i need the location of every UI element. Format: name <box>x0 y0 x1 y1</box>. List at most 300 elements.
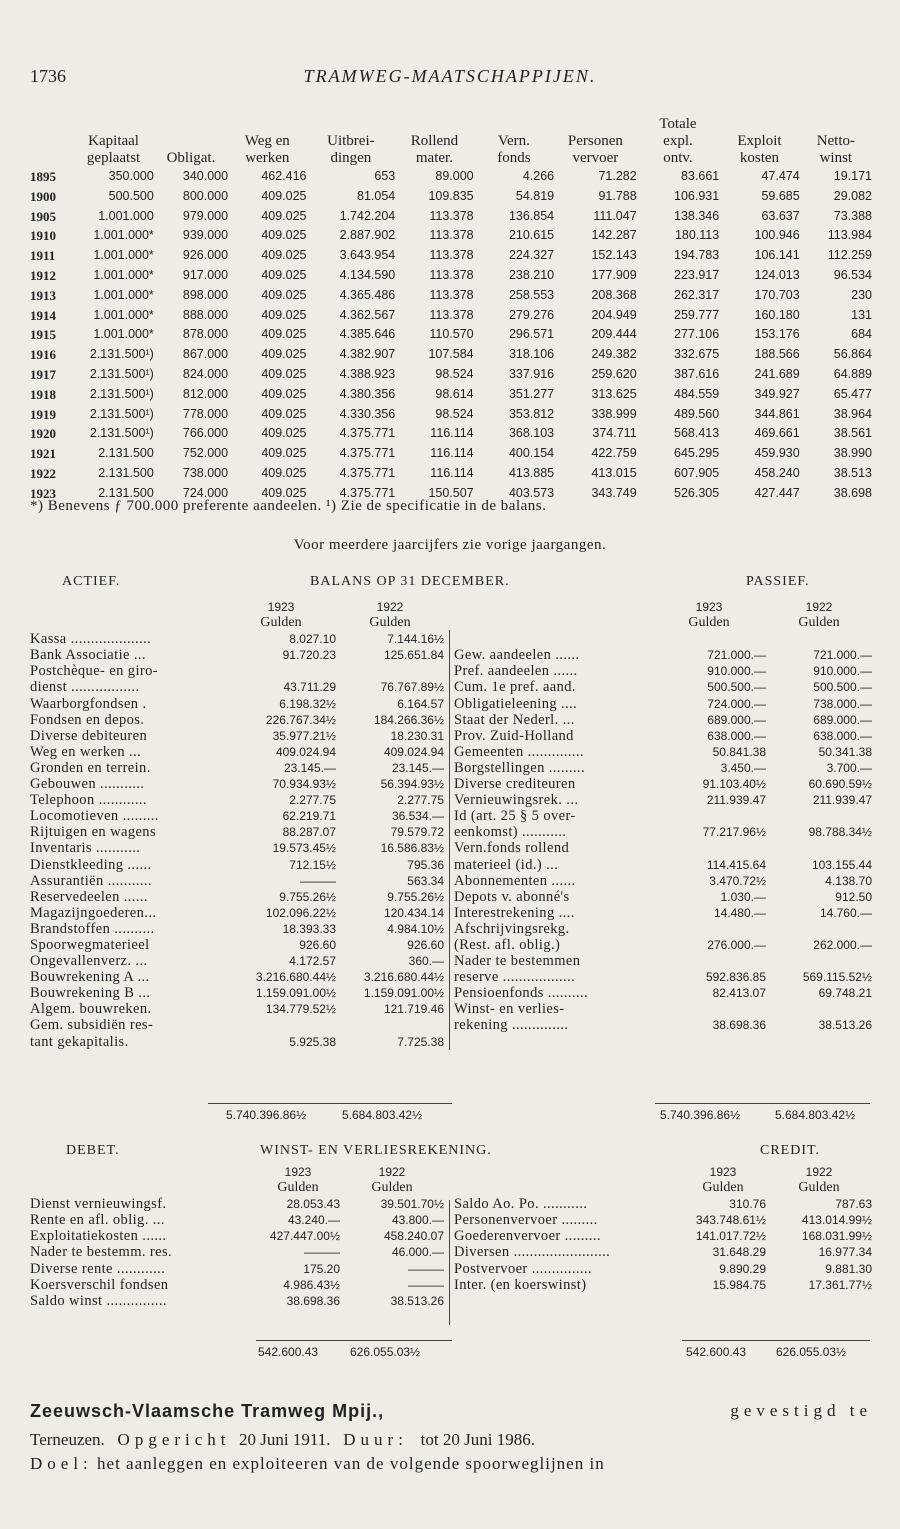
table-cell: 469.661 <box>754 426 800 441</box>
table-cell: 71.282 <box>598 169 637 183</box>
pl-heading <box>30 1143 870 1161</box>
debet-row <box>30 1277 444 1293</box>
spacer <box>30 599 226 615</box>
liability-row <box>454 631 872 647</box>
company-founded-date: 20 Juni 1911. <box>239 1430 331 1449</box>
liability-label: Gemeenten .............. <box>454 743 584 760</box>
table-cell: 409.025 <box>261 267 307 282</box>
table-cell: 867.000 <box>182 347 229 362</box>
asset-label: Dienstkleeding ...... <box>30 856 152 873</box>
table-cell: 98.524 <box>435 366 474 381</box>
credit-value-b: 9.881.30 <box>825 1261 872 1276</box>
liability-label: materieel (id.) ... <box>454 856 559 873</box>
table-cell: 73.388 <box>833 208 872 223</box>
table-cell: 409.025 <box>261 188 307 203</box>
asset-label: Assurantiën ........... <box>30 872 152 889</box>
column-header-line: Obligat. <box>166 150 216 166</box>
table-cell: 1.001.000 <box>98 208 154 223</box>
liability-label: Pensioenfonds .......... <box>454 985 589 1002</box>
table-cell: 188.566 <box>754 347 800 362</box>
balance-left-title: ACTIEF. <box>62 574 121 589</box>
column-header-line: Exploit <box>737 133 782 149</box>
table-cell: 65.477 <box>833 386 872 401</box>
asset-value-a: 3.216.680.44½ <box>255 970 336 985</box>
liability-label: Afschrijvingsrekg. <box>454 920 570 937</box>
asset-value-b <box>336 663 444 679</box>
liability-value-a <box>652 953 766 969</box>
credit-row <box>454 1277 872 1293</box>
debet-label: Saldo winst ............... <box>30 1292 167 1309</box>
asset-value-b: 3.216.680.44½ <box>363 970 444 985</box>
table-cell: 38.698 <box>833 485 872 500</box>
column-header-line: Vern. <box>497 133 530 149</box>
column-header <box>307 116 396 167</box>
asset-label: Algem. bouwreken. <box>30 1001 152 1018</box>
credit-total-1923: 542.600.43 <box>686 1345 747 1359</box>
column-header-line: dingen <box>330 150 372 166</box>
debet-row <box>30 1244 444 1260</box>
liability-year-a: 1923 <box>695 600 723 614</box>
asset-value-a <box>226 663 336 679</box>
table-cell: 409.025 <box>261 485 307 500</box>
credit-value-b: 168.031.99½ <box>801 1229 872 1244</box>
table-cell: 98.524 <box>435 406 474 421</box>
table-cell: 458.240 <box>754 465 800 480</box>
table-cell: 400.154 <box>508 446 555 461</box>
table-cell: 100.946 <box>754 228 800 243</box>
row-year: 1918 <box>30 386 56 402</box>
debet-unit-header <box>30 1180 444 1196</box>
asset-value-b: 1.159.091.00½ <box>363 986 444 1001</box>
table-cell: 4.375.771 <box>339 485 396 500</box>
asset-label: Weg en werken ... <box>30 743 142 760</box>
row-year: 1900 <box>30 188 56 204</box>
table-cell: 262.317 <box>674 287 720 302</box>
table-cell: 279.276 <box>508 307 555 322</box>
spacer <box>454 615 652 631</box>
company-line-3 <box>30 1453 872 1475</box>
table-cell: 2.131.500¹) <box>89 406 154 421</box>
company-duration-value: tot 20 Juni 1986. <box>420 1430 535 1449</box>
asset-value-b: 563.34 <box>407 873 444 888</box>
table-cell: 38.513 <box>833 465 872 480</box>
liability-value-b: 211.939.47 <box>812 793 872 808</box>
liability-label: Winst- en verlies- <box>454 1001 565 1018</box>
table-cell: 3.643.954 <box>339 248 396 263</box>
liability-row <box>454 728 872 744</box>
liability-row <box>454 679 872 695</box>
table-cell: 177.909 <box>591 267 637 282</box>
table-cell: 81.054 <box>357 188 396 203</box>
asset-row <box>30 663 444 679</box>
table-cell: 113.378 <box>429 208 474 223</box>
table-cell: 459.930 <box>754 446 800 461</box>
balance-center-title: BALANS OP 31 DECEMBER. <box>310 574 510 589</box>
liability-value-a: 211.939.47 <box>706 793 766 808</box>
liability-label: Diverse crediteuren <box>454 776 576 793</box>
liability-row <box>454 808 872 824</box>
credit-label: Diversen ........................ <box>454 1244 611 1261</box>
asset-value-b: 23.145.— <box>391 760 444 775</box>
row-year: 1914 <box>30 307 56 323</box>
liability-label: Id (art. 25 § 5 over- <box>454 808 576 825</box>
table-cell: 19.171 <box>833 169 872 183</box>
asset-value-b: 9.755.26½ <box>387 889 444 904</box>
table-cell: 106.141 <box>754 248 800 263</box>
asset-value-a: 409.024.94 <box>275 744 336 759</box>
table-cell: 110.570 <box>429 327 474 342</box>
table-cell: 824.000 <box>182 366 229 381</box>
liability-row <box>454 985 872 1001</box>
table-cell: 204.949 <box>591 307 637 322</box>
liability-row <box>454 647 872 663</box>
pl-right-title: CREDIT. <box>760 1143 821 1158</box>
credit-total-rule <box>682 1340 870 1341</box>
asset-row <box>30 679 444 695</box>
table-row <box>30 286 872 306</box>
spacer <box>454 599 652 615</box>
column-header <box>228 116 306 167</box>
table-cell: 4.266 <box>522 169 555 183</box>
asset-value-a: 712.15½ <box>289 857 336 872</box>
table-cell: 484.559 <box>674 386 720 401</box>
table-cell: 926.000 <box>182 248 229 263</box>
table-cell: 2.131.500 <box>98 485 154 500</box>
liability-row <box>454 1017 872 1033</box>
liability-value-b <box>766 921 872 937</box>
debet-label: Nader te bestemm. res. <box>30 1244 173 1261</box>
balance-right-title: PASSIEF. <box>746 574 810 589</box>
asset-value-b: 18.230.31 <box>390 728 444 743</box>
table-cell: 89.000 <box>435 169 474 183</box>
liability-value-a: 592.836.85 <box>705 970 766 985</box>
table-cell: 917.000 <box>182 267 229 282</box>
assets-total-1923: 5.740.396.86½ <box>226 1108 307 1122</box>
credit-year-a: 1923 <box>709 1165 737 1179</box>
table-cell: 98.614 <box>435 386 474 401</box>
table-cell: 422.759 <box>591 446 637 461</box>
table-cell: 131 <box>851 307 872 322</box>
table-cell: 124.013 <box>754 267 800 282</box>
debet-total-1922: 626.055.03½ <box>350 1345 421 1359</box>
liability-value-b: 738.000.— <box>813 696 872 711</box>
column-header-line: werken <box>245 150 290 166</box>
debet-value-b: ——— <box>408 1261 444 1276</box>
liability-value-a: 3.470.72½ <box>709 873 766 888</box>
row-year: 1905 <box>30 208 56 224</box>
table-cell: 38.964 <box>833 406 872 421</box>
asset-label: Bouwrekening B ... <box>30 985 151 1002</box>
asset-value-b: 184.266.36½ <box>373 712 444 727</box>
liability-row <box>454 663 872 679</box>
asset-value-a: 19.573.45½ <box>272 841 336 856</box>
liability-value-b <box>766 1001 872 1017</box>
asset-label: tant gekapitalis. <box>30 1033 129 1050</box>
debet-label: Rente en afl. oblig. ... <box>30 1212 165 1229</box>
debet-value-b: 38.513.26 <box>390 1293 444 1308</box>
column-header-line: Kapitaal <box>88 133 139 149</box>
asset-label: Brandstoffen .......... <box>30 920 155 937</box>
debet-label: Diverse rente ............ <box>30 1260 166 1277</box>
table-cell: 63.637 <box>761 208 800 223</box>
liability-label: Cum. 1e pref. aand. <box>454 679 576 696</box>
asset-label: Diverse debiteuren <box>30 727 148 744</box>
asset-row <box>30 873 444 889</box>
more-years-note: Voor meerdere jaarcijfers zie vorige jaargangen. <box>293 537 607 553</box>
table-cell: 116.114 <box>430 465 474 480</box>
asset-value-a: 1.159.091.00½ <box>255 986 336 1001</box>
company-line-1 <box>30 1400 872 1423</box>
table-row <box>30 266 872 286</box>
debet-total-rule <box>256 1340 452 1341</box>
asset-unit-a: Gulden <box>260 615 302 631</box>
liability-value-a: 91.103.40½ <box>702 777 766 792</box>
liability-label: reserve .................. <box>454 969 576 986</box>
liability-value-a: 50.841.38 <box>712 744 766 759</box>
debet-row <box>30 1293 444 1309</box>
liability-row <box>454 873 872 889</box>
company-founded-label: Opgericht <box>117 1430 231 1449</box>
asset-value-b: 79.579.72 <box>390 825 444 840</box>
credit-label: Saldo Ao. Po. ........... <box>454 1196 588 1213</box>
credit-label: Goederenvervoer ......... <box>454 1228 601 1245</box>
liability-value-b: 569.115.52½ <box>802 970 872 985</box>
assets-table <box>30 599 444 1050</box>
liability-year-header <box>454 599 872 615</box>
asset-row <box>30 953 444 969</box>
debet-label: Exploitatiekosten ...... <box>30 1228 167 1245</box>
column-header-line: Personen <box>567 133 623 149</box>
table-cell: 766.000 <box>182 426 229 441</box>
liability-value-b: 14.760.— <box>819 905 872 920</box>
liability-value-a: 724.000.— <box>707 696 766 711</box>
table-cell: 209.444 <box>591 327 637 342</box>
credit-unit-b: Gulden <box>798 1180 840 1196</box>
liability-row <box>454 953 872 969</box>
row-year: 1923 <box>30 485 56 501</box>
asset-value-a: 8.027.10 <box>289 632 336 647</box>
column-header <box>474 116 554 167</box>
asset-label: Kassa .................... <box>30 631 152 648</box>
credit-table <box>454 1164 872 1293</box>
debet-row <box>30 1261 444 1277</box>
table-cell: 4.385.646 <box>339 327 396 342</box>
liability-value-a: 114.415.64 <box>706 857 766 872</box>
asset-label: Magazijngoederen... <box>30 904 157 921</box>
asset-year-b: 1922 <box>376 600 404 614</box>
asset-row <box>30 728 444 744</box>
asset-row <box>30 808 444 824</box>
liability-value-b <box>766 840 872 856</box>
table-cell: 259.620 <box>591 366 637 381</box>
credit-row <box>454 1244 872 1260</box>
table-cell: 152.143 <box>591 248 637 263</box>
table-cell: 349.927 <box>754 386 800 401</box>
debet-unit-b: Gulden <box>371 1180 413 1196</box>
asset-value-a: 70.934.93½ <box>272 777 336 792</box>
credit-label: Personenvervoer ......... <box>454 1212 598 1229</box>
asset-year-header <box>30 599 444 615</box>
company-purpose-label: Doel: <box>30 1454 93 1473</box>
debet-row <box>30 1228 444 1244</box>
liability-label: Gew. aandeelen ...... <box>454 647 580 664</box>
liability-value-a: 14.480.— <box>713 905 766 920</box>
table-cell: 4.330.356 <box>339 406 396 421</box>
asset-label: Gebouwen ........... <box>30 776 145 793</box>
table-cell: 2.131.500 <box>98 465 154 480</box>
asset-value-b: 4.984.10½ <box>387 921 444 936</box>
liability-value-b: 69.748.21 <box>818 986 872 1001</box>
assets-total-rule <box>208 1103 452 1104</box>
column-header-line: Rollend <box>410 133 459 149</box>
liability-row <box>454 921 872 937</box>
liability-unit-header <box>454 615 872 631</box>
column-header-line: Uitbrei- <box>327 133 375 149</box>
table-cell: 653 <box>374 169 396 183</box>
row-year: 1895 <box>30 169 56 184</box>
table-cell: 223.917 <box>674 267 720 282</box>
liabilities-total-1923: 5.740.396.86½ <box>660 1108 741 1122</box>
asset-row <box>30 937 444 953</box>
company-line-2 <box>30 1429 872 1451</box>
liability-value-b: 500.500.— <box>813 680 872 695</box>
column-header-line: Weg en <box>244 133 290 149</box>
table-cell: 409.025 <box>261 307 307 322</box>
credit-value-a: 9.890.29 <box>719 1261 766 1276</box>
table-cell: 4.362.567 <box>339 307 396 322</box>
debet-value-a: 427.447.00½ <box>269 1229 340 1244</box>
table-cell: 340.000 <box>182 169 229 183</box>
table-cell: 238.210 <box>508 267 555 282</box>
table-cell: 403.573 <box>508 485 555 500</box>
asset-value-a: 134.779.52½ <box>265 1002 336 1017</box>
liability-value-b: 103.155.44 <box>811 857 872 872</box>
table-cell: 318.106 <box>508 347 555 362</box>
table-cell: 413.885 <box>508 465 555 480</box>
liability-row <box>454 840 872 856</box>
table-cell: 208.368 <box>591 287 637 302</box>
asset-value-a: ——— <box>300 873 336 888</box>
asset-row <box>30 889 444 905</box>
asset-label: Bank Associatie ... <box>30 647 146 664</box>
debet-value-a: 43.240.— <box>287 1213 340 1228</box>
table-cell: 409.025 <box>261 208 307 223</box>
asset-row <box>30 760 444 776</box>
table-cell: 59.685 <box>761 188 800 203</box>
credit-row <box>454 1196 872 1212</box>
liability-row <box>454 712 872 728</box>
table-cell: 4.375.771 <box>339 446 396 461</box>
table-cell: 343.749 <box>591 485 637 500</box>
asset-row <box>30 1034 444 1050</box>
asset-row <box>30 921 444 937</box>
table-cell: 1.742.204 <box>339 208 396 223</box>
liability-row <box>454 969 872 985</box>
table-cell: 113.378 <box>429 248 474 263</box>
company-duration-label: Duur: <box>343 1430 408 1449</box>
column-header-line: kosten <box>739 150 780 166</box>
table-row <box>30 365 872 385</box>
table-cell: 500.500 <box>108 188 154 203</box>
table-cell: 409.025 <box>261 446 307 461</box>
liability-value-b: 689.000.— <box>813 712 872 727</box>
column-header <box>719 116 799 167</box>
table-cell: 150.507 <box>428 485 474 500</box>
table-cell: 136.854 <box>508 208 555 223</box>
company-established: gevestigd te <box>730 1401 872 1420</box>
asset-unit-header <box>30 615 444 631</box>
table-cell: 54.819 <box>515 188 555 203</box>
company-place: Terneuzen. <box>30 1430 105 1449</box>
column-header <box>800 116 872 167</box>
asset-value-b: 7.144.16½ <box>387 632 444 647</box>
table-cell: 2.131.500¹) <box>89 347 154 362</box>
table-cell: 4.382.907 <box>339 347 396 362</box>
table-cell: 409.025 <box>261 347 307 362</box>
liability-value-b: 50.341.38 <box>818 744 872 759</box>
asset-label: Inventaris ........... <box>30 840 141 857</box>
annual-figures-header-row <box>30 116 872 167</box>
table-cell: 427.447 <box>754 485 800 500</box>
balance-divider <box>449 630 450 1050</box>
credit-value-a: 343.748.61½ <box>695 1213 766 1228</box>
debet-year-a: 1923 <box>284 1165 312 1179</box>
table-cell: 106.931 <box>674 188 720 203</box>
table-cell: 1.001.000* <box>93 267 154 282</box>
liability-value-b: 912.50 <box>835 889 872 904</box>
table-cell: 387.616 <box>674 366 720 381</box>
page-header <box>30 66 870 90</box>
table-cell: 979.000 <box>182 208 229 223</box>
liability-value-a <box>652 631 766 647</box>
table-row <box>30 246 872 266</box>
asset-value-b: 125.651.84 <box>383 648 444 663</box>
asset-value-a: 5.925.38 <box>289 1034 336 1049</box>
debet-year-header <box>30 1164 444 1180</box>
asset-value-b: 2.277.75 <box>397 793 444 808</box>
table-cell: 4.134.590 <box>339 267 396 282</box>
liability-value-b: 638.000.— <box>813 728 872 743</box>
table-cell: 607.905 <box>674 465 720 480</box>
asset-row <box>30 857 444 873</box>
debet-label: Koersverschil fondsen <box>30 1276 169 1293</box>
asset-value-b: 7.725.38 <box>397 1034 444 1049</box>
liability-label: (Rest. afl. oblig.) <box>454 936 561 953</box>
asset-value-a: 35.977.21½ <box>272 728 336 743</box>
liability-row <box>454 857 872 873</box>
page-title: TRAMWEG-MAATSCHAPPIJEN. <box>303 66 597 86</box>
table-cell: 47.474 <box>761 169 800 183</box>
liability-row <box>454 937 872 953</box>
debet-label: Dienst vernieuwingsf. <box>30 1196 167 1213</box>
table-cell: 113.378 <box>429 228 474 243</box>
asset-value-a: 88.287.07 <box>282 825 336 840</box>
table-cell: 2.887.902 <box>339 228 396 243</box>
liability-label: Prov. Zuid-Holland <box>454 727 574 744</box>
column-header-line: vervoer <box>572 150 619 166</box>
table-cell: 2.131.500¹) <box>89 386 154 401</box>
column-header <box>395 116 473 167</box>
table-cell: 112.259 <box>827 248 872 263</box>
liability-value-a: 500.500.— <box>707 680 766 695</box>
asset-value-b: 926.60 <box>407 937 444 952</box>
liability-value-b: 38.513.26 <box>818 1018 872 1033</box>
table-row <box>30 345 872 365</box>
balance-heading <box>30 574 870 592</box>
table-row <box>30 444 872 464</box>
table-cell: 277.106 <box>674 327 720 342</box>
asset-row <box>30 696 444 712</box>
